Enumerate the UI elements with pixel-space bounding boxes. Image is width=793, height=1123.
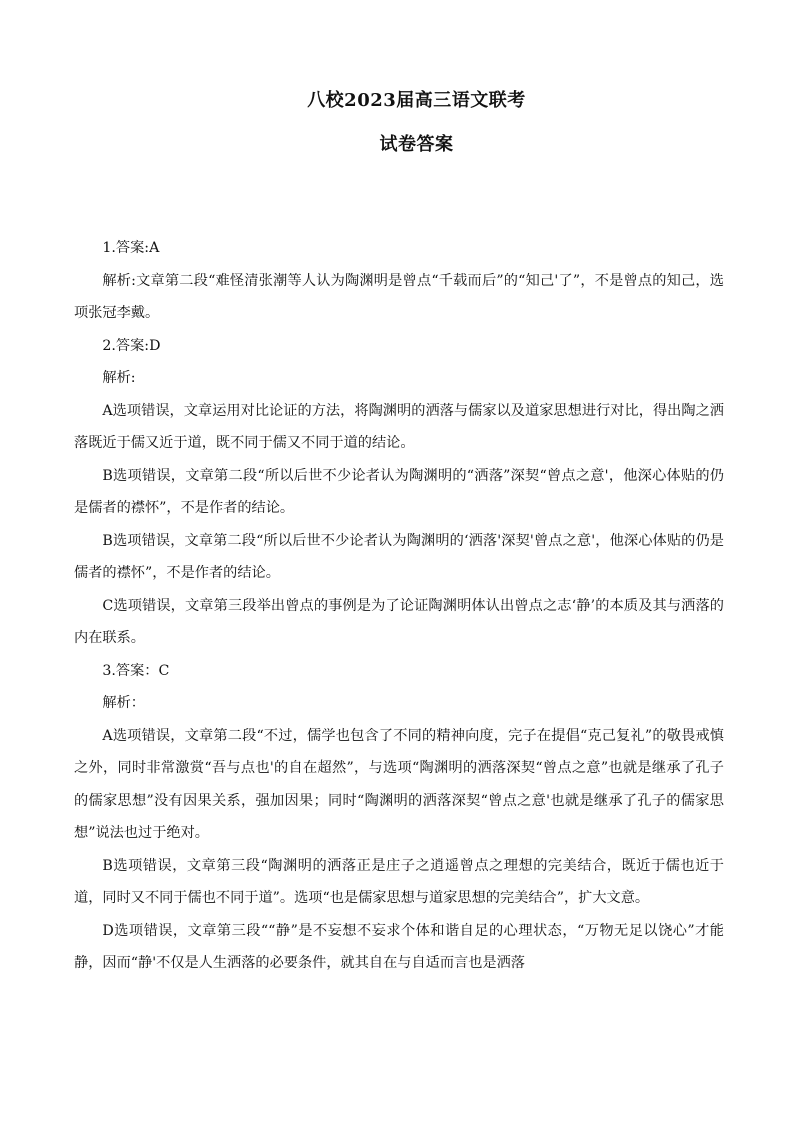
answer-1-analysis: 解析:文章第二段“难怪清张潮等人认为陶渊明是曾点“千载而后”的“知己'了”，不是曾点的知己，选项张冠李戴。 bbox=[74, 272, 724, 321]
answer-2-option-b-repeat: B选项错误，文章第二段“所以后世不少论者认为陶渊明的‘洒落'深契'曾点之意'，他深心体贴的仍是儒者的襟怀”，不是作者的结论。 bbox=[74, 532, 724, 581]
answer-3-heading: 3.答案：C bbox=[102, 662, 170, 679]
answer-3-option-b: B选项错误，文章第三段“陶渊明的洒落正是庄子之逍遥曾点之理想的完美结合，既近于儒也近于道，同时又不同于儒也不同于道”。选项“也是儒家思想与道家思想的完美结合”，扩大文意。 bbox=[74, 857, 724, 906]
answer-3-option-d: D选项错误，文章第三段““静”是不妄想不妄求个体和谐自足的心理状态，“万物无足以饶心”才能静，因而“静'不仅是人生洒落的必要条件，就其自在与自适而言也是洒落 bbox=[74, 922, 724, 971]
document-body bbox=[74, 232, 724, 980]
answer-2-analysis-label: 解析: bbox=[102, 370, 136, 386]
document-subtitle: 试卷答案 bbox=[379, 134, 454, 155]
answer-3-analysis-label: 解析： bbox=[102, 695, 145, 711]
answer-3-option-a: A选项错误，文章第二段“不过，儒学也包含了不同的精神向度，完子在提倡“克己复礼”的敬畏戒慎之外，同时非常激赏“吾与点也'的自在超然”，与选项“陶渊明的洒落深契“曾点之意”也就是继承了孔子的儒家思想”没有因果关系，强加因果；同时“陶渊明的洒落深契“曾点之意'也就是继承了孔子的儒家思想”说法也过于绝对。 bbox=[74, 727, 724, 841]
answer-1-heading: 1.答案:A bbox=[102, 240, 160, 256]
answer-2-heading: 2.答案:D bbox=[102, 337, 161, 354]
answer-2-option-b: B选项错误，文章第二段“所以后世不少论者认为陶渊明的“洒落”深契“曾点之意'，他深心体贴的仍是儒者的襟怀”，不是作者的结论。 bbox=[74, 467, 724, 516]
answer-2-option-a: A选项错误，文章运用对比论证的方法，将陶渊明的洒落与儒家以及道家思想进行对比，得出陶之洒落既近于儒又近于道，既不同于儒又不同于道的结论。 bbox=[74, 402, 724, 451]
answer-2-option-c: C选项错误，文章第三段举出曾点的事例是为了论证陶渊明体认出曾点之志‘静’的本质及其与洒落的内在联系。 bbox=[74, 597, 724, 646]
document-title: 八校2023届高三语文联考 bbox=[307, 90, 526, 111]
